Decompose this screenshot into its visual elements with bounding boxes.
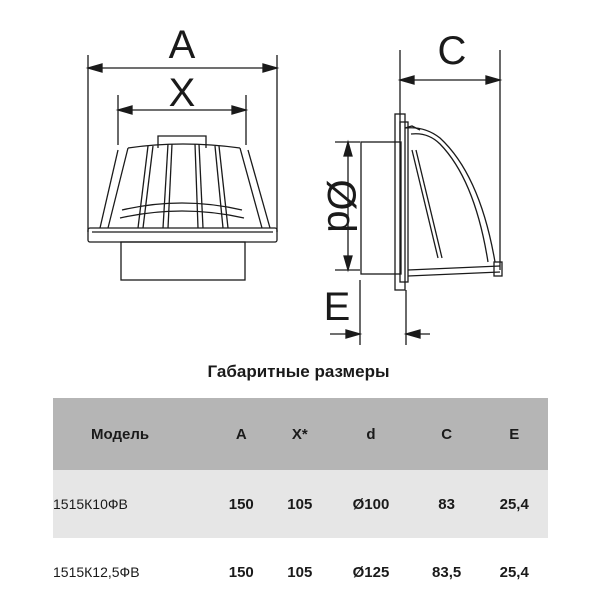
- dimension-label-c: C: [437, 29, 467, 73]
- cell-a: 150: [212, 538, 271, 606]
- cell-c: 83: [413, 470, 481, 538]
- table-row: [53, 538, 548, 606]
- table-caption: Габаритные размеры: [207, 362, 390, 381]
- dimension-label-d: Ød: [319, 179, 363, 233]
- cell-model: 1515К12,5ФВ: [53, 538, 212, 606]
- cell-d: Ø100: [329, 470, 413, 538]
- cell-e: 25,4: [480, 470, 548, 538]
- header-d: d: [329, 398, 413, 470]
- cell-x: 105: [271, 538, 330, 606]
- header-c: C: [413, 398, 481, 470]
- cell-e: 25,4: [480, 538, 548, 606]
- header-x: X*: [271, 398, 330, 470]
- table-header-row: [53, 398, 548, 470]
- cell-a: 150: [212, 470, 271, 538]
- table-row: [53, 470, 548, 538]
- header-e: E: [480, 398, 548, 470]
- header-model: Модель: [53, 398, 212, 470]
- dimensions-table: [53, 398, 548, 606]
- cell-c: 83,5: [413, 538, 481, 606]
- cell-d: Ø125: [329, 538, 413, 606]
- header-a: A: [212, 398, 271, 470]
- cell-model: 1515К10ФВ: [53, 470, 212, 538]
- cell-x: 105: [271, 470, 330, 538]
- dimension-label-x: X: [168, 71, 196, 115]
- dimension-label-e: E: [323, 285, 351, 329]
- dimension-label-a: A: [168, 23, 196, 67]
